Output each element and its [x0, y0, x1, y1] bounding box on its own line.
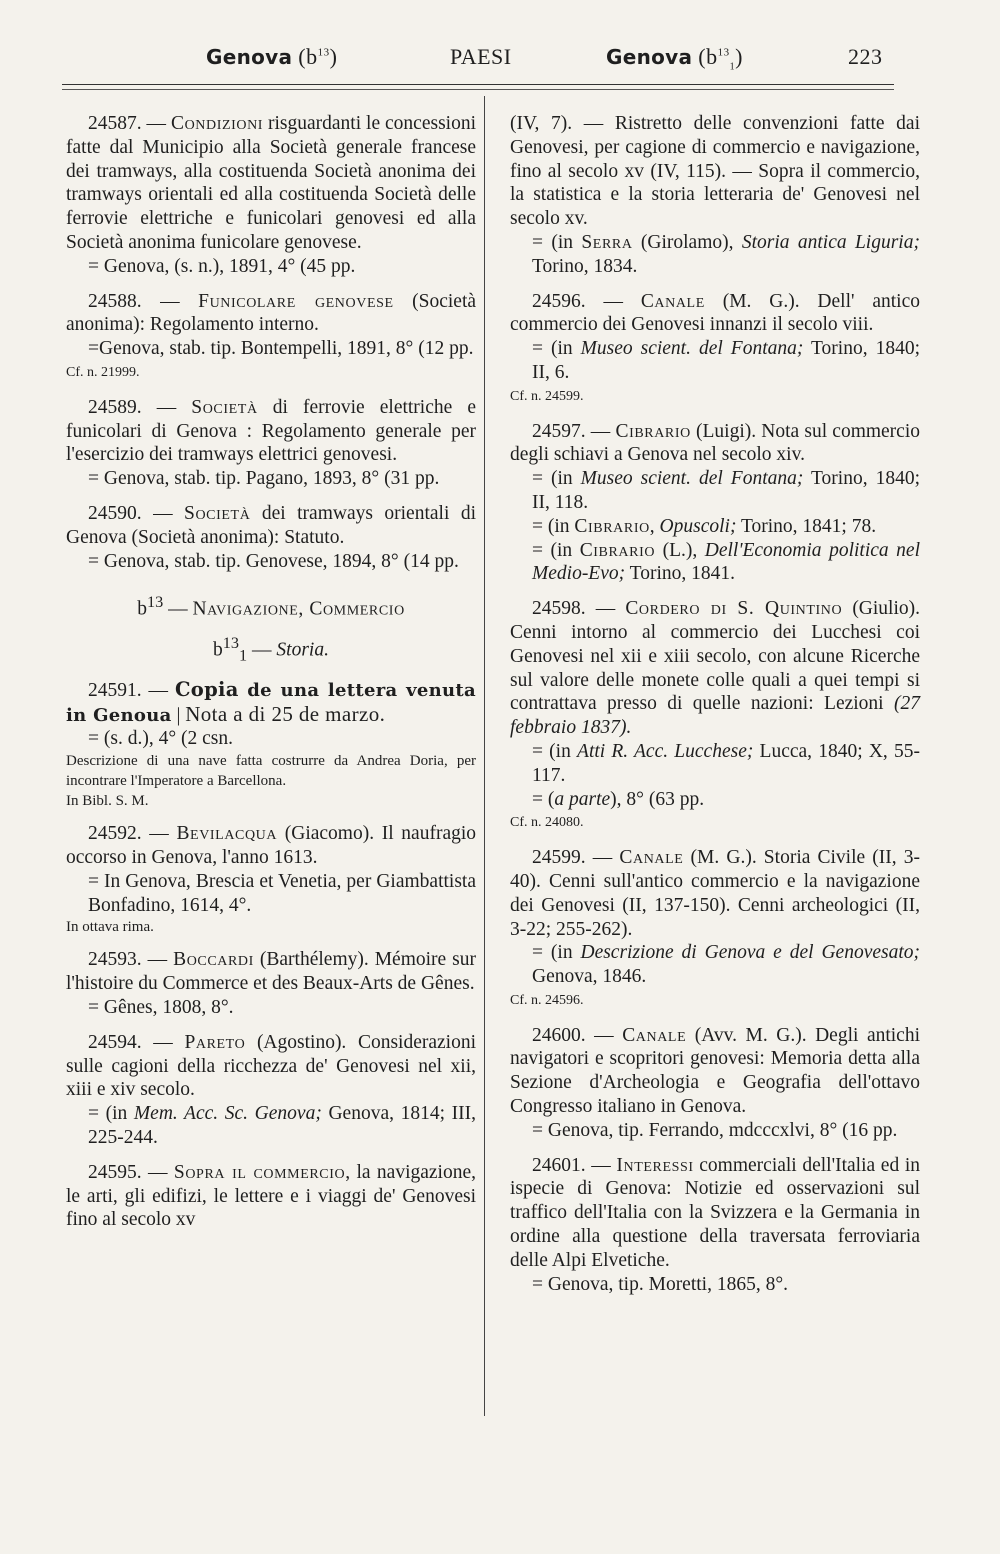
pub-details: Torino, 1840; II, 6. — [532, 338, 920, 383]
pub-details: Lucca, 1840; X, 55-117. — [532, 740, 920, 786]
pub-source: Descrizione di Genova e del Genovesato; — [580, 942, 920, 964]
entry-heading: Canale — [619, 847, 684, 869]
right-section-code: (b — [698, 44, 718, 69]
entry-24591 — [66, 678, 476, 811]
header-rule — [62, 84, 894, 85]
pub-source: Mem. Acc. Sc. Genova; — [133, 1103, 322, 1125]
pub-source: Storia antica Liguria; — [741, 231, 920, 253]
entry-body: Nota a di 25 de marzo. — [185, 701, 386, 726]
entry-24590 — [66, 502, 476, 573]
pub-details: Torino, 1834. — [532, 255, 638, 277]
entry-publication: =Genova, stab. tip. Bontempelli, 1891, 8° (12 pp. — [88, 338, 474, 360]
pub-details: Genova, 1846. — [532, 966, 647, 988]
right-column — [510, 112, 920, 1307]
entry-publication — [510, 231, 920, 279]
entry-24595-continued — [510, 112, 920, 279]
pub-prefix: = (in — [532, 231, 582, 253]
subsection-code-sub: 1 — [239, 646, 248, 665]
entry-body: dei tramways orientali di Genova (Società anonima): Statuto. — [66, 502, 476, 548]
entry-note: In ottava rima. — [66, 919, 154, 936]
column-divider — [484, 96, 485, 1416]
entry-number: 24587. — — [88, 113, 167, 134]
entry-body: (Giacomo). Il naufragio occorso in Genova, l'anno 1613. — [66, 823, 477, 869]
pub-prefix: = (in — [532, 942, 581, 964]
pub-source: a parte — [554, 788, 611, 810]
pub-prefix: = (in — [532, 539, 580, 561]
entry-24588 — [66, 290, 476, 385]
entry-body: (Barthélemy). Mémoire sur l'histoire du Commerce et des Beaux-Arts de Gênes. — [66, 949, 477, 995]
entry-publication — [66, 1102, 476, 1150]
entry-heading: Canale — [640, 290, 705, 312]
pub-details: Torino, 1840; II, 118. — [532, 468, 920, 513]
center-running-title: PAESI — [450, 44, 512, 69]
pub-author-name: (Girolamo), — [632, 231, 742, 253]
entry-publication — [510, 337, 920, 385]
subsection-code: b — [213, 639, 223, 661]
entry-heading: Società — [191, 396, 258, 418]
pub-author: Cibrario — [579, 539, 656, 561]
left-section-code: (b — [298, 44, 318, 69]
cross-reference: Cf. n. 21999. — [66, 364, 140, 380]
entry-number: 24589. — — [88, 396, 177, 418]
running-header — [0, 0, 1000, 100]
subsection-heading — [66, 632, 476, 668]
entry-heading: Pareto — [184, 1031, 246, 1053]
entry-24592 — [66, 822, 476, 937]
entry-publication: = In Genova, Brescia et Venetia, per Giambattista Bonfadino, 1614, 4°. — [88, 870, 476, 916]
subsection-title: Storia. — [276, 639, 329, 661]
section-title: Navigazione, Commercio — [192, 598, 405, 620]
entry-publication: = Gênes, 1808, 8°. — [88, 997, 234, 1018]
entry-publication — [510, 740, 920, 788]
section-code: b — [137, 598, 147, 620]
entry-publication: = Genova, tip. Ferrando, mdcccxlvi, 8° (16 pp. — [532, 1119, 898, 1141]
entry-number: 24599. — — [532, 847, 613, 869]
entry-24589 — [66, 396, 476, 491]
entry-heading: Boccardi — [173, 949, 254, 971]
cross-reference: Cf. n. 24080. — [510, 815, 584, 831]
pub-details: Torino, 1841. — [625, 563, 735, 585]
entry-body: (IV, 7). — Ristretto delle convenzioni fatte dai Genovesi, per cagione di commercio e navigazione, fino al secolo xv (IV, 115). — Sopra il commercio, la statistica e la storia letteraria de' Genovesi nel secolo xv. — [510, 113, 920, 230]
header-rule-thin — [62, 89, 894, 90]
left-running-title — [206, 44, 337, 70]
entry-heading: Società — [184, 502, 251, 524]
entry-body: , la navigazione, le arti, gli edifizi, le lettere e i viaggi de' Genovesi fino al secolo xv — [66, 1161, 477, 1231]
entry-24593 — [66, 948, 476, 1019]
entry-publication — [510, 539, 920, 587]
entry-heading: Condizioni — [170, 113, 264, 134]
entry-publication — [510, 515, 920, 539]
entry-24596 — [510, 290, 920, 409]
entry-publication: = Genova, stab. tip. Genovese, 1894, 8° (14 pp. — [88, 550, 459, 572]
pub-prefix: = (in — [532, 515, 575, 537]
pub-details: ), 8° (63 pp. — [610, 788, 705, 810]
cross-reference: Cf. n. 24596. — [510, 992, 584, 1008]
entry-number: 24595. — — [88, 1161, 168, 1183]
entry-note: Descrizione di una nave fatta costrurre da Andrea Doria, per incontrare l'Imperatore a Barcellona. — [66, 753, 476, 790]
right-running-title — [606, 44, 743, 72]
pub-prefix: = (in — [532, 338, 581, 360]
entry-heading: Copia — [174, 677, 239, 701]
entry-heading: Bevilacqua — [176, 823, 278, 845]
entry-24595 — [66, 1161, 476, 1232]
pub-author-initial: (L.), — [655, 539, 705, 561]
entry-heading: Sopra il commercio — [173, 1161, 346, 1183]
pub-prefix: = (in — [88, 1103, 134, 1125]
entry-24601 — [510, 1154, 920, 1297]
pub-source: Museo scient. del Fontana; — [580, 338, 804, 360]
entry-heading: Cibrario — [615, 420, 691, 442]
pub-source: Dell'Economia politica nel Medio-Evo; — [532, 539, 920, 585]
entry-body: (Avv. M. G.). Degli antichi navigatori e scopritori genovesi: Memoria detta alla Sezione d'Archeologia e Geografia dell'ottavo Congresso italiano in Genova. — [510, 1024, 921, 1118]
entry-body: (Società anonima): Regolamento interno. — [66, 290, 477, 336]
pub-prefix: = (in — [532, 740, 578, 762]
pub-source: Atti R. Acc. Lucchese; — [577, 740, 754, 762]
left-column — [66, 112, 476, 1243]
entry-24597 — [510, 420, 920, 587]
entry-heading-rest: de una lettera venuta in Genoua — [66, 679, 476, 726]
line-separator: | — [171, 704, 186, 726]
entry-number: 24592. — — [88, 823, 169, 845]
entry-heading: Cordero di S. Quintino — [625, 598, 843, 620]
entry-number: 24600. — — [532, 1024, 614, 1046]
entry-body: (Agostino). Considerazioni sulle cagioni della ricchezza de' Genovesi nel xii, xiii e xiv secolo. — [66, 1031, 477, 1101]
entry-body: di ferrovie elettriche e funicolari di Genova : Regolamento generale per l'esercizio dei tramways elettrici genovesi. — [66, 396, 477, 466]
entry-24599 — [510, 846, 920, 1013]
entry-24587 — [66, 112, 476, 279]
entry-body: risguardanti le concessioni fatte dal Municipio alla Società generale francese dei tramways, alla costituenda Società anonima dei tramways orientali ed alla costituenda Società delle ferrovie elettriche e funicolari genovesi ed alla Società anonima funicolare genovese. — [66, 113, 477, 253]
entry-body: (Luigi). Nota sul commercio degli schiavi a Genova nel secolo xiv. — [510, 420, 921, 466]
entry-heading: Funicolare genovese — [198, 290, 394, 312]
entry-number: 24588. — — [88, 290, 180, 312]
section-heading — [66, 591, 476, 621]
entry-number: 24601. — — [532, 1154, 611, 1176]
entry-publication — [510, 467, 920, 515]
pub-details: Torino, 1841; 78. — [736, 515, 877, 537]
entry-publication — [510, 941, 920, 989]
entry-body: (M. G.). Storia Civile (II, 3-40). Cenni sull'antico commercio e la navigazione dei Genovesi (II, 137-150). Cenni archeologici (II, 3-22; 255-262). — [510, 847, 921, 940]
entry-number: 24593. — — [88, 949, 168, 971]
pub-prefix: = ( — [532, 788, 555, 810]
page-number: 223 — [848, 44, 883, 69]
entry-publication: = Genova, stab. tip. Pagano, 1893, 8° (31 pp. — [88, 468, 440, 490]
cross-reference: Cf. n. 24599. — [510, 388, 584, 404]
entry-body-date: (27 febbraio 1837). — [510, 693, 920, 739]
entry-body: (Giulio). Cenni intorno al commercio dei Lucchesi coi Genovesi nel xii e xiii secolo, con alcune Ricerche sul valore delle monete colle quali a quei tempi si contrattava presso di quelle nazioni: Lezioni — [510, 598, 921, 715]
subsection-code-sup: 13 — [222, 633, 240, 652]
entry-publication — [510, 788, 920, 812]
pub-source: Museo scient. del Fontana; — [580, 468, 804, 490]
entry-publication: = Genova, (s. n.), 1891, 4° (45 pp. — [88, 255, 356, 277]
pub-author: Serra — [581, 231, 633, 253]
left-section-code-sup: 13 — [317, 46, 330, 59]
entry-location: In Bibl. S. M. — [66, 793, 149, 810]
entry-24594 — [66, 1031, 476, 1150]
section-code-sup: 13 — [146, 593, 164, 612]
entry-heading: Interessi — [616, 1154, 694, 1176]
pub-separator: , — [649, 515, 660, 537]
pub-source: Opuscoli; — [659, 515, 737, 537]
right-title-word: Genova — [606, 45, 693, 69]
entry-body: commerciali dell'Italia ed in ispecie di Genova: Notizie ed osservazioni sul traffico dell'Italia con la Svizzera e la Germania in ordine alla questione della traversata ferroviaria delle Alpi Elvetiche. — [510, 1154, 921, 1271]
pub-author: Cibrario — [574, 515, 650, 537]
subsection-dash: — — [247, 639, 277, 661]
entry-heading: Canale — [622, 1024, 687, 1046]
entry-publication: = (s. d.), 4° (2 csn. — [88, 728, 233, 750]
entry-publication: = Genova, tip. Moretti, 1865, 8°. — [532, 1273, 789, 1295]
left-title-word: Genova — [206, 45, 293, 69]
entry-24598 — [510, 597, 920, 835]
pub-prefix: = (in — [532, 468, 581, 490]
right-section-code-sub: 1 — [729, 61, 736, 73]
entry-number: 24598. — — [532, 598, 616, 620]
entry-24600 — [510, 1024, 920, 1143]
section-dash: — — [163, 598, 193, 620]
entry-number: 24594. — — [88, 1031, 173, 1053]
entry-number: 24596. — — [532, 290, 623, 312]
right-section-code-close: ) — [735, 44, 743, 69]
left-section-code-close: ) — [329, 44, 338, 69]
right-section-code-sup: 13 — [717, 46, 730, 59]
entry-number: 24591. — — [88, 679, 169, 701]
pub-details: Genova, 1814; III, 225-244. — [88, 1103, 476, 1148]
entry-number: 24590. — — [88, 502, 173, 524]
entry-body: (M. G.). Dell' antico commercio dei Genovesi innanzi il secolo viii. — [510, 290, 920, 336]
entry-number: 24597. — — [532, 420, 611, 442]
